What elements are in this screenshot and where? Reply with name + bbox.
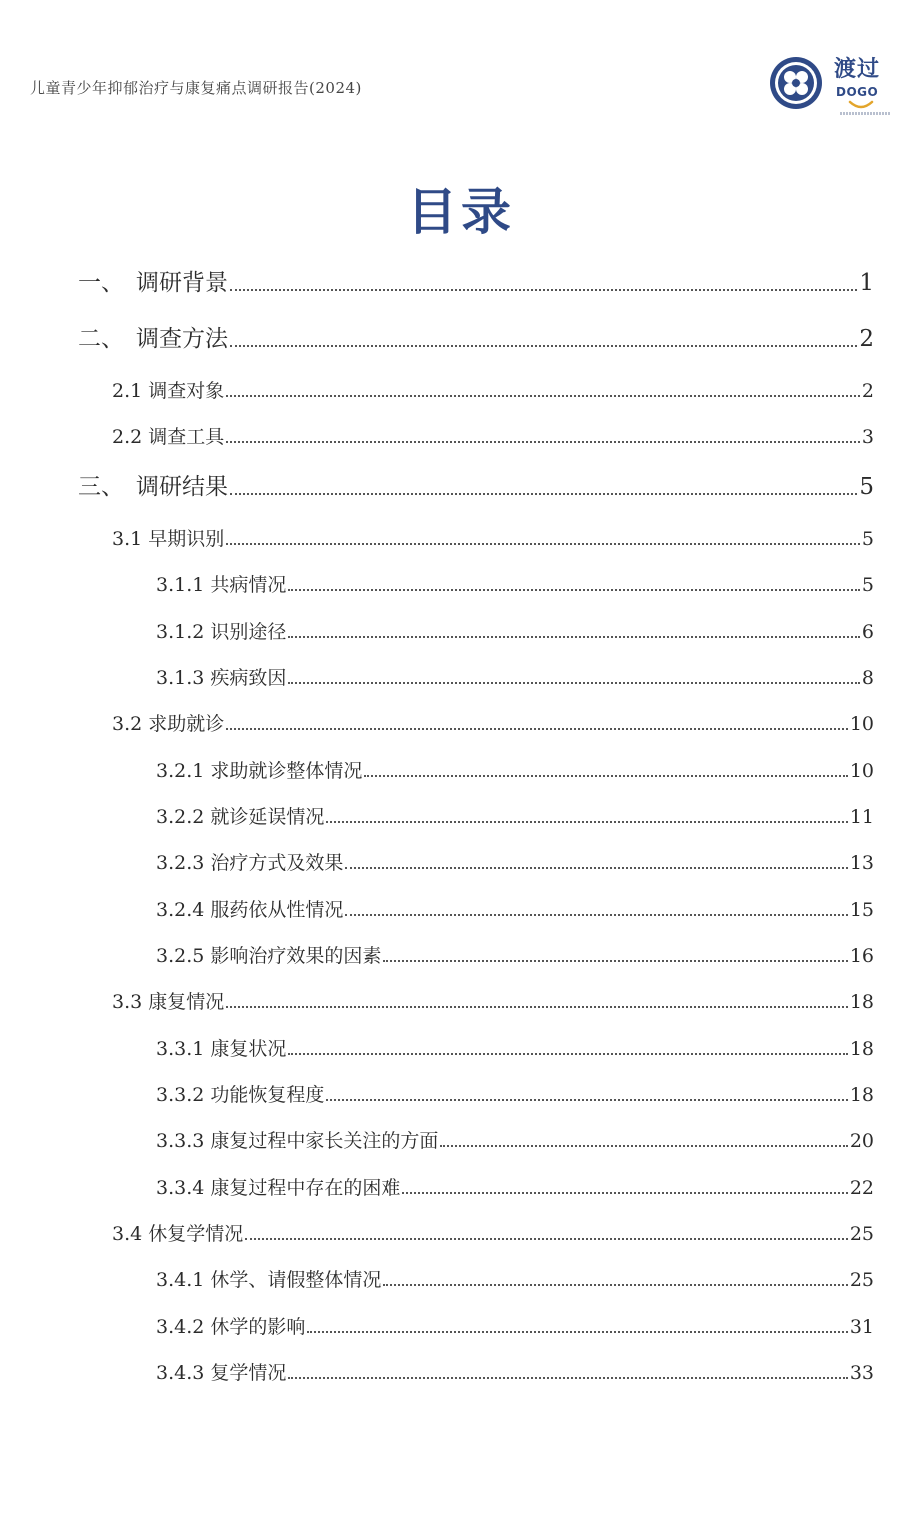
toc-page-number: 20 [849,1130,874,1152]
toc-entry[interactable] [112,376,874,403]
toc-leader-dots [326,821,847,823]
toc-entry-number: 一、 [78,270,124,296]
toc-entry[interactable] [112,524,874,551]
toc-entry-title: 治疗方式及效果 [210,852,344,874]
toc-leader-dots [226,728,848,730]
toc-page-number: 1 [859,270,874,296]
toc-leader-dots [245,1238,848,1240]
toc-entry-label [112,422,224,449]
toc-entry-title: 服药依从性情况 [210,899,344,921]
toc-entry-title: 求助就诊 [148,713,225,735]
toc-entry-title: 调查方法 [136,326,228,352]
header-title: 儿童青少年抑郁治疗与康复痛点调研报告(2024) [30,79,362,97]
toc-entry-number: 3.4.2 [156,1316,205,1338]
toc-entry-number: 3.2 [112,713,143,735]
toc-entry-number: 3.3.3 [156,1130,205,1152]
toc-entry-title: 调研结果 [136,474,228,500]
toc-entry-title: 就诊延误情况 [210,806,325,828]
toc-leader-dots [288,1053,847,1055]
logo [768,55,898,123]
toc-entry-title: 康复状况 [210,1038,287,1060]
toc-entry-number: 3.4.3 [156,1362,205,1384]
toc-entry-number: 3.1 [112,528,143,550]
toc-entry-title: 识别途径 [210,621,287,643]
toc-page-number: 5 [861,574,874,596]
toc-page-number: 2 [861,380,874,402]
toc-entry-title: 休复学情况 [148,1223,244,1245]
smile-icon [848,100,874,110]
toc-entry-number: 3.1.2 [156,621,205,643]
toc-entry-label [156,663,286,690]
toc-entry[interactable] [156,570,874,597]
toc-leader-dots [402,1192,847,1194]
toc-page-number: 18 [849,991,874,1013]
toc-entry-title: 康复情况 [148,991,225,1013]
toc-entry-label [112,376,224,403]
toc-entry-label [156,1265,381,1292]
toc-page-number: 18 [849,1084,874,1106]
toc-page-number: 10 [849,713,874,735]
toc-leader-dots [288,1377,847,1379]
toc-page-number: 18 [849,1038,874,1060]
toc-entry-title: 疾病致因 [210,667,287,689]
toc-entry-number: 3.3.4 [156,1177,205,1199]
toc-entry[interactable] [156,1358,874,1385]
toc-entry-title: 求助就诊整体情况 [210,760,363,782]
toc-leader-dots [230,289,857,291]
toc-page-number: 25 [849,1223,874,1245]
toc-entry-label [78,264,228,297]
toc-entry-label [156,756,362,783]
toc-entry-label [78,468,228,501]
toc-entry-number: 2.1 [112,380,143,402]
toc-entry-label [156,1034,286,1061]
toc-entry-number: 3.2.4 [156,899,205,921]
toc-leader-dots [288,682,859,684]
toc-entry[interactable] [156,756,874,783]
toc-leader-dots [226,1006,848,1008]
toc-entry-label [156,1173,400,1200]
toc-leader-dots [230,345,857,347]
toc-entry-label [112,524,224,551]
toc-page-number: 15 [849,899,874,921]
toc-entry[interactable] [156,895,874,922]
toc-entry-title: 调查工具 [148,426,225,448]
toc-entry[interactable] [156,1126,874,1153]
toc-entry-title: 共病情况 [210,574,287,596]
toc-entry[interactable] [112,422,874,449]
toc-entry-number: 3.2.5 [156,945,205,967]
toc-leader-dots [226,395,860,397]
toc-entry-label [156,802,324,829]
toc-page-number: 33 [849,1362,874,1384]
toc-entry[interactable] [78,264,874,297]
toc-entry-title: 功能恢复程度 [210,1084,325,1106]
clover-logo-icon [768,55,824,111]
toc-leader-dots [288,636,859,638]
toc-entry-label [156,1312,305,1339]
toc-entry[interactable] [78,468,874,501]
toc-entry[interactable] [156,802,874,829]
logo-tagline [840,112,890,115]
toc-entry[interactable] [156,1173,874,1200]
toc-entry-label [156,941,381,968]
toc-entry-number: 3.3 [112,991,143,1013]
toc-page-number: 8 [861,667,874,689]
toc-page-number: 25 [849,1269,874,1291]
toc-entry-label [156,1126,438,1153]
toc-entry-label [78,320,228,353]
toc-page-number: 16 [849,945,874,967]
toc-entry[interactable] [156,1312,874,1339]
toc-entry[interactable] [156,848,874,875]
toc-entry[interactable] [156,663,874,690]
logo-sub-text: DOGO [836,85,879,99]
toc-entry-title: 复学情况 [210,1362,287,1384]
toc-leader-dots [226,543,860,545]
toc-entry-title: 早期识别 [148,528,225,550]
toc-entry-number: 3.1.3 [156,667,205,689]
toc-entry-label [112,709,224,736]
toc-entry-title: 调研背景 [136,270,228,296]
toc-entry-label [156,895,343,922]
toc-entry-label [156,617,286,644]
toc-entry-label [112,1219,243,1246]
toc-entry[interactable] [112,987,874,1014]
toc-entry-number: 3.3.2 [156,1084,205,1106]
toc-leader-dots [230,493,857,495]
toc-page-number: 11 [849,806,874,828]
toc-entry[interactable] [112,709,874,736]
toc-leader-dots [383,1284,847,1286]
toc-leader-dots [364,775,847,777]
toc-entry-title: 康复过程中存在的困难 [210,1177,401,1199]
toc-page-number: 2 [859,326,874,352]
toc-entry-number: 3.2.3 [156,852,205,874]
toc-page-number: 5 [861,528,874,550]
toc-leader-dots [326,1099,847,1101]
toc-page-number: 5 [859,474,874,500]
toc-entry-label [156,848,343,875]
toc-entry-title: 休学、请假整体情况 [210,1269,382,1291]
toc-entry-number: 3.2.2 [156,806,205,828]
toc-entry[interactable] [78,320,874,353]
toc-leader-dots [288,589,859,591]
toc-page-number: 6 [861,621,874,643]
toc-entry-title: 影响治疗效果的因素 [210,945,382,967]
toc-entry-number: 3.4.1 [156,1269,205,1291]
toc-page-number: 22 [849,1177,874,1199]
toc-leader-dots [345,867,847,869]
toc-entry-number: 3.3.1 [156,1038,205,1060]
toc-entry[interactable] [112,1219,874,1246]
toc-entry[interactable] [156,941,874,968]
toc-entry[interactable] [156,1034,874,1061]
toc-page-number: 10 [849,760,874,782]
toc-entry-label [156,570,286,597]
logo-brand-text: 渡过 [834,57,881,82]
toc-entry-title: 休学的影响 [210,1316,306,1338]
toc-entry-number: 三、 [78,474,124,500]
toc-leader-dots [383,960,847,962]
toc-entry[interactable] [156,617,874,644]
toc-page-number: 13 [849,852,874,874]
toc-entry-number: 3.2.1 [156,760,205,782]
toc-entry[interactable] [156,1265,874,1292]
toc-entry-number: 2.2 [112,426,143,448]
toc-entry-title: 康复过程中家长关注的方面 [210,1130,439,1152]
toc-entry-number: 3.4 [112,1223,143,1245]
toc-entry-title: 调查对象 [148,380,225,402]
toc-entry-label [156,1080,324,1107]
toc-leader-dots [226,441,860,443]
toc-entry-label [112,987,224,1014]
toc-entry[interactable] [156,1080,874,1107]
toc-leader-dots [345,914,847,916]
toc-entry-number: 二、 [78,326,124,352]
toc-leader-dots [307,1331,847,1333]
toc-entry-label [156,1358,286,1385]
toc-heading: 目录 [407,182,515,241]
toc-page-number: 3 [861,426,874,448]
toc-leader-dots [440,1145,847,1147]
toc-page-number: 31 [849,1316,874,1338]
toc-entry-number: 3.1.1 [156,574,205,596]
